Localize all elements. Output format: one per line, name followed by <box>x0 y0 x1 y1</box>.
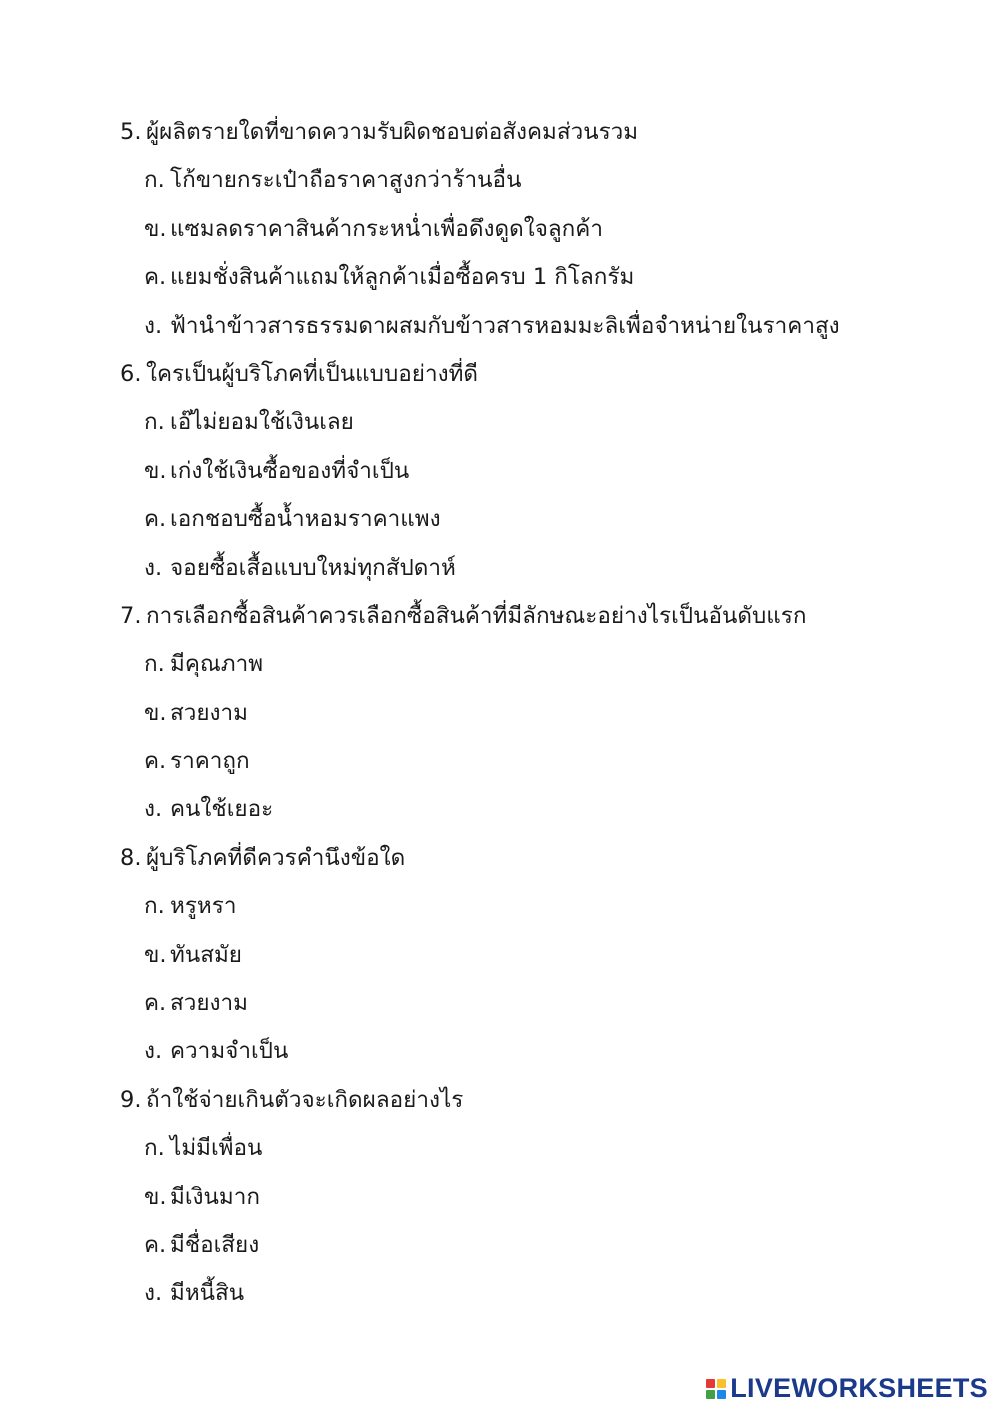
logo-square-yellow <box>717 1379 726 1388</box>
option-text: ฟ้านำข้าวสารธรรมดาผสมกับข้าวสารหอมมะลิเพื่อจำหน่ายในราคาสูง <box>170 312 840 339</box>
answer-option[interactable] <box>120 1173 940 1221</box>
answer-option[interactable] <box>120 253 940 301</box>
option-text: แยมชั่งสินค้าแถมให้ลูกค้าเมื่อซื้อครบ 1 กิโลกรัม <box>170 264 635 291</box>
logo-square-blue <box>717 1390 726 1399</box>
logo-text: LIVEWORKSHEETS <box>730 1373 988 1403</box>
option-letter: ก. <box>144 167 165 194</box>
answer-option[interactable] <box>120 737 940 785</box>
answer-option[interactable] <box>120 544 940 592</box>
question-label: ใครเป็นผู้บริโภคที่เป็นแบบอย่างที่ดี <box>146 360 479 387</box>
option-text: มีชื่อเสียง <box>170 1231 260 1258</box>
question-8 <box>120 834 940 1076</box>
option-letter: ค. <box>144 990 167 1017</box>
option-text: สวยงาม <box>170 990 249 1017</box>
answer-option[interactable] <box>120 156 940 204</box>
answer-option[interactable] <box>120 931 940 979</box>
option-text: หรูหรา <box>170 893 237 920</box>
answer-option[interactable] <box>120 1269 940 1317</box>
option-text: มีคุณภาพ <box>170 651 264 678</box>
option-letter: ค. <box>144 1231 167 1258</box>
option-letter: ก. <box>144 893 165 920</box>
answer-option[interactable] <box>120 302 940 350</box>
question-9 <box>120 1076 940 1318</box>
option-letter: ข. <box>144 215 167 242</box>
question-6 <box>120 350 940 592</box>
option-letter: ก. <box>144 1135 165 1162</box>
option-text: มีหนี้สิน <box>170 1280 245 1307</box>
option-text: สวยงาม <box>170 699 249 726</box>
option-letter: ก. <box>144 409 165 436</box>
question-text <box>120 592 940 640</box>
option-letter: ข. <box>144 1183 167 1210</box>
option-letter: ค. <box>144 264 167 291</box>
answer-option[interactable] <box>120 689 940 737</box>
answer-option[interactable] <box>120 882 940 930</box>
option-letter: ข. <box>144 699 167 726</box>
question-text <box>120 1076 940 1124</box>
option-text: ไม่มีเพื่อน <box>170 1135 263 1162</box>
option-text: โก้ขายกระเป๋าถือราคาสูงกว่าร้านอื่น <box>170 167 522 194</box>
question-text <box>120 108 940 156</box>
question-text <box>120 350 940 398</box>
option-letter: ง. <box>144 312 163 339</box>
question-number: 6. <box>120 360 142 387</box>
question-5 <box>120 108 940 350</box>
answer-option[interactable] <box>120 1124 940 1172</box>
option-letter: ค. <box>144 748 167 775</box>
option-letter: ง. <box>144 796 163 823</box>
option-text: ความจำเป็น <box>170 1038 289 1065</box>
question-number: 5. <box>120 119 142 145</box>
question-label: ถ้าใช้จ่ายเกินตัวจะเกิดผลอย่างไร <box>146 1086 464 1113</box>
option-text: แซมลดราคาสินค้ากระหน่ำเพื่อดึงดูดใจลูกค้า <box>170 215 603 242</box>
liveworksheets-logo[interactable] <box>706 1373 988 1404</box>
question-label: ผู้ผลิตรายใดที่ขาดความรับผิดชอบต่อสังคมส่วนรวม <box>146 119 639 145</box>
question-label: ผู้บริโภคที่ดีควรคำนึงข้อใด <box>146 844 406 871</box>
answer-option[interactable] <box>120 785 940 833</box>
question-text <box>120 834 940 882</box>
option-text: เอกชอบซื้อน้ำหอมราคาแพง <box>170 506 441 533</box>
logo-square-green <box>706 1390 715 1399</box>
option-text: ทันสมัย <box>170 941 242 968</box>
answer-option[interactable] <box>120 398 940 446</box>
option-text: มีเงินมาก <box>170 1183 260 1210</box>
worksheet-body <box>120 108 940 1318</box>
option-letter: ง. <box>144 554 163 581</box>
liveworksheets-logo-icon <box>706 1379 726 1399</box>
option-letter: ง. <box>144 1038 163 1065</box>
question-7 <box>120 592 940 834</box>
answer-option[interactable] <box>120 979 940 1027</box>
option-text: จอยซื้อเสื้อแบบใหม่ทุกสัปดาห์ <box>170 554 456 581</box>
question-number: 8. <box>120 844 142 871</box>
option-letter: ง. <box>144 1280 163 1307</box>
answer-option[interactable] <box>120 640 940 688</box>
question-label: การเลือกซื้อสินค้าควรเลือกซื้อสินค้าที่มีลักษณะอย่างไรเป็นอันดับแรก <box>146 602 807 629</box>
answer-option[interactable] <box>120 495 940 543</box>
option-text: คนใช้เยอะ <box>170 796 274 823</box>
answer-option[interactable] <box>120 1221 940 1269</box>
answer-option[interactable] <box>120 205 940 253</box>
answer-option[interactable] <box>120 447 940 495</box>
logo-square-red <box>706 1379 715 1388</box>
question-number: 9. <box>120 1086 142 1113</box>
option-text: เก่งใช้เงินซื้อของที่จำเป็น <box>170 457 410 484</box>
answer-option[interactable] <box>120 1027 940 1075</box>
option-letter: ข. <box>144 457 167 484</box>
option-letter: ข. <box>144 941 167 968</box>
question-number: 7. <box>120 602 142 629</box>
option-text: ราคาถูก <box>170 748 250 775</box>
option-letter: ก. <box>144 651 165 678</box>
option-letter: ค. <box>144 506 167 533</box>
option-text: เอ๊ไม่ยอมใช้เงินเลย <box>170 409 354 436</box>
